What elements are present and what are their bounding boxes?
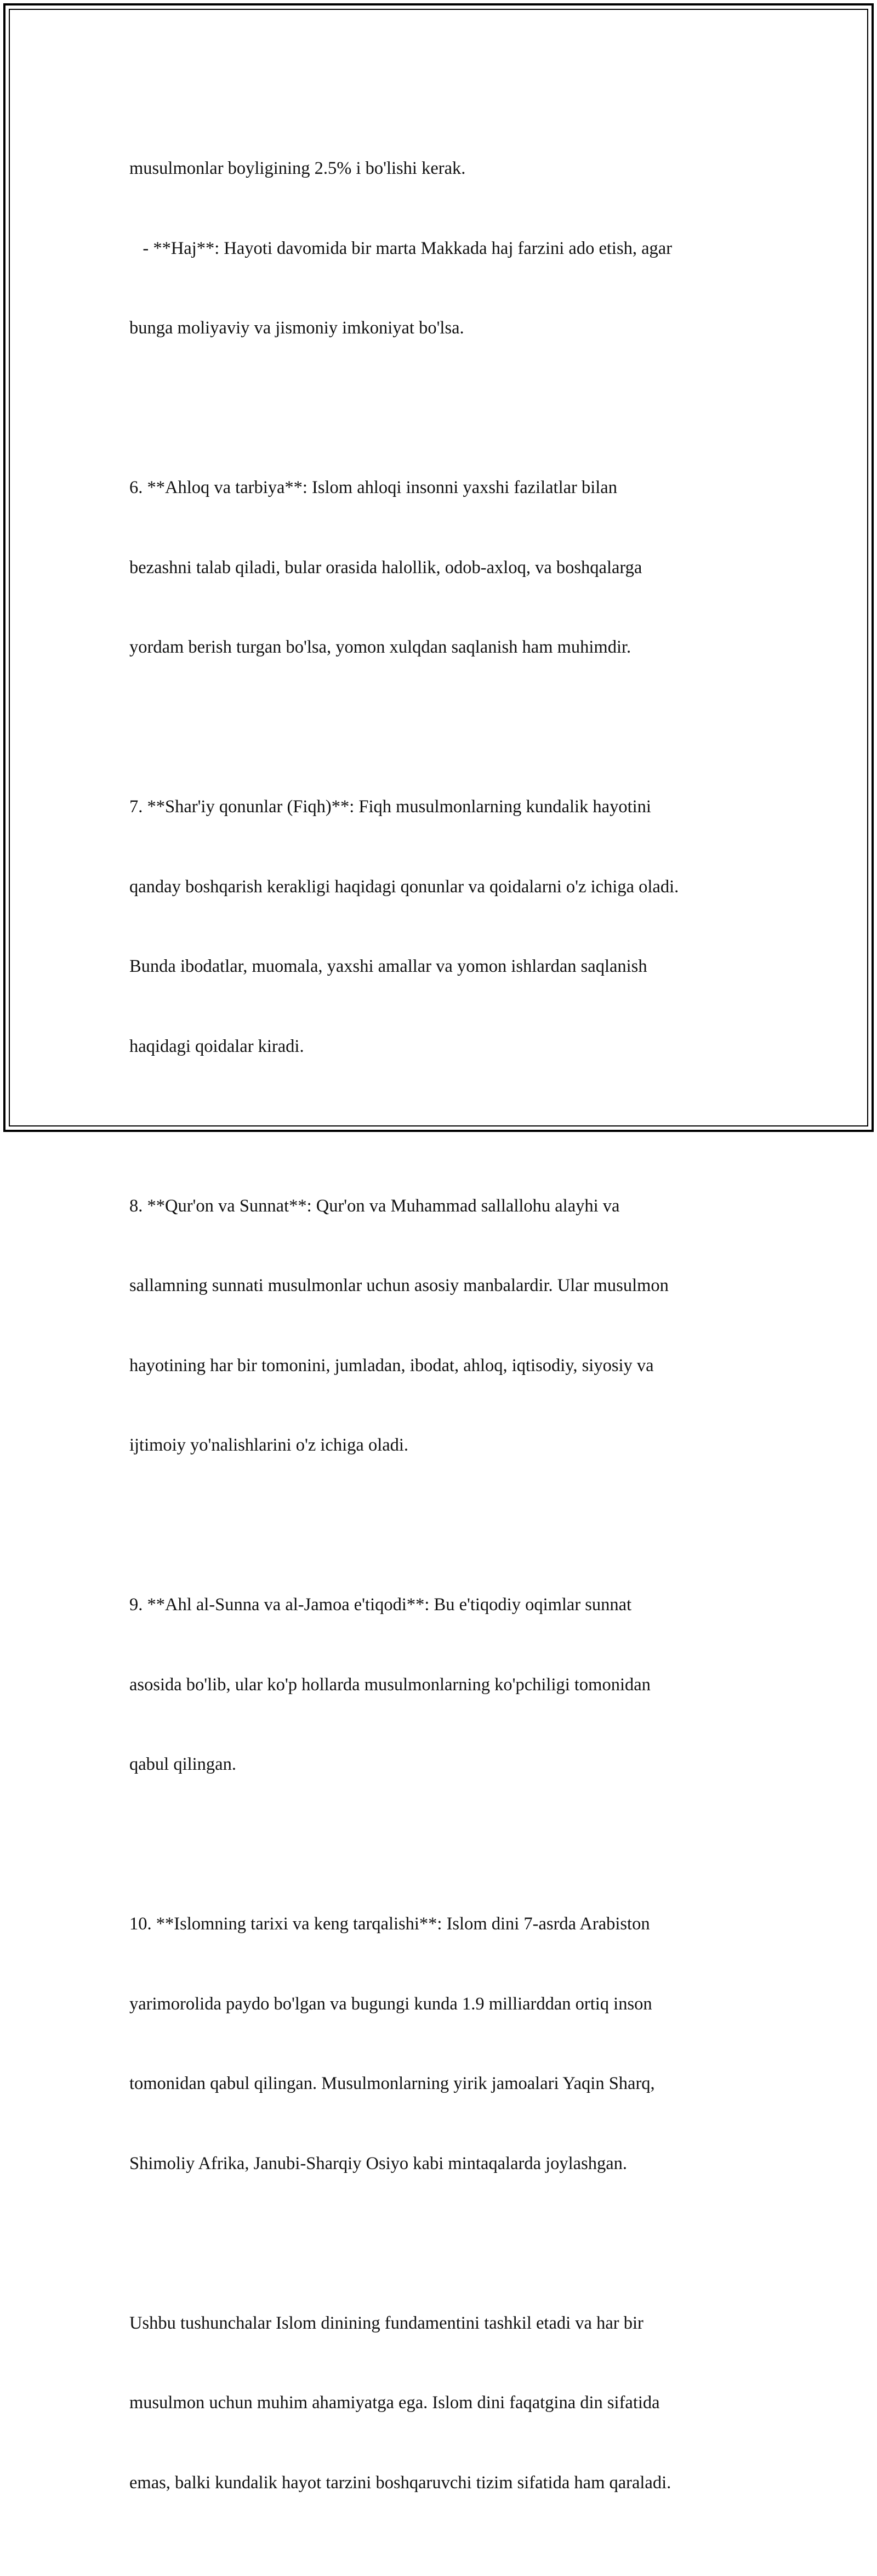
paragraph-zakat-haj xyxy=(129,102,760,395)
text-line: 6. **Ahloq va tarbiya**: Islom ahloqi insonni yaxshi fazilatlar bilan xyxy=(129,478,617,497)
text-line: 8. **Qur'on va Sunnat**: Qur'on va Muhammad sallallohu alayhi va xyxy=(129,1196,620,1216)
text-line: musulmonlar boyligining 2.5% i bo'lishi kerak. xyxy=(129,158,466,178)
text-line: 10. **Islomning tarixi va keng tarqalishi**: Islom dini 7-asrda Arabiston xyxy=(129,1914,650,1934)
text-line: bunga moliyaviy va jismoniy imkoniyat bo'lsa. xyxy=(129,318,464,338)
paragraph-item-8 xyxy=(129,1140,760,1512)
text-line: haqidagi qoidalar kiradi. xyxy=(129,1036,304,1056)
text-line: musulmon uchun muhim ahamiyatga ega. Islom dini faqatgina din sifatida xyxy=(129,2393,660,2413)
paragraph-item-9 xyxy=(129,1538,760,1831)
text-line: 9. **Ahl al-Sunna va al-Jamoa e'tiqodi**: Bu e'tiqodiy oqimlar sunnat xyxy=(129,1595,632,1615)
text-line: sallamning sunnati musulmonlar uchun asosiy manbalardir. Ular musulmon xyxy=(129,1276,669,1295)
paragraph-item-10 xyxy=(129,1858,760,2230)
text-line: yordam berish turgan bo'lsa, yomon xulqdan saqlanish ham muhimdir. xyxy=(129,637,631,657)
paragraph-item-6 xyxy=(129,421,760,714)
text-line: hayotining har bir tomonini, jumladan, ibodat, ahloq, iqtisodiy, siyosiy va xyxy=(129,1355,654,1375)
paragraph-conclusion xyxy=(129,2257,760,2550)
text-line: Ushbu tushunchalar Islom dinining fundamentini tashkil etadi va har bir xyxy=(129,2313,643,2333)
text-line: emas, balki kundalik hayot tarzini boshqaruvchi tizim sifatida ham qaraladi. xyxy=(129,2472,671,2493)
text-line: asosida bo'lib, ular ko'p hollarda musulmonlarning ko'pchiligi tomonidan xyxy=(129,1674,651,1695)
text-line: tomonidan qabul qilingan. Musulmonlarning yirik jamoalari Yaqin Sharq, xyxy=(129,2074,655,2093)
document-body xyxy=(129,102,760,2576)
text-line: bezashni talab qiladi, bular orasida halollik, odob-axloq, va boshqalarga xyxy=(129,557,642,578)
text-line: ijtimoiy yo'nalishlarini o'z ichiga oladi. xyxy=(129,1435,409,1455)
text-line: yarimorolida paydo bo'lgan va bugungi kunda 1.9 milliarddan ortiq inson xyxy=(129,1994,652,2014)
text-line: qanday boshqarish kerakligi haqidagi qonunlar va qoidalarni o'z ichiga oladi. xyxy=(129,876,679,897)
text-line: Bunda ibodatlar, muomala, yaxshi amallar va yomon ishlardan saqlanish xyxy=(129,956,647,976)
text-line: qabul qilingan. xyxy=(129,1754,236,1774)
text-line: Shimoliy Afrika, Janubi-Sharqiy Osiyo kabi mintaqalarda joylashgan. xyxy=(129,2153,628,2173)
text-line: 7. **Shar'iy qonunlar (Fiqh)**: Fiqh musulmonlarning kundalik hayotini xyxy=(129,797,651,817)
text-line: - **Haj**: Hayoti davomida bir marta Makkada haj farzini ado etish, agar xyxy=(129,238,673,258)
paragraph-item-7 xyxy=(129,740,760,1113)
